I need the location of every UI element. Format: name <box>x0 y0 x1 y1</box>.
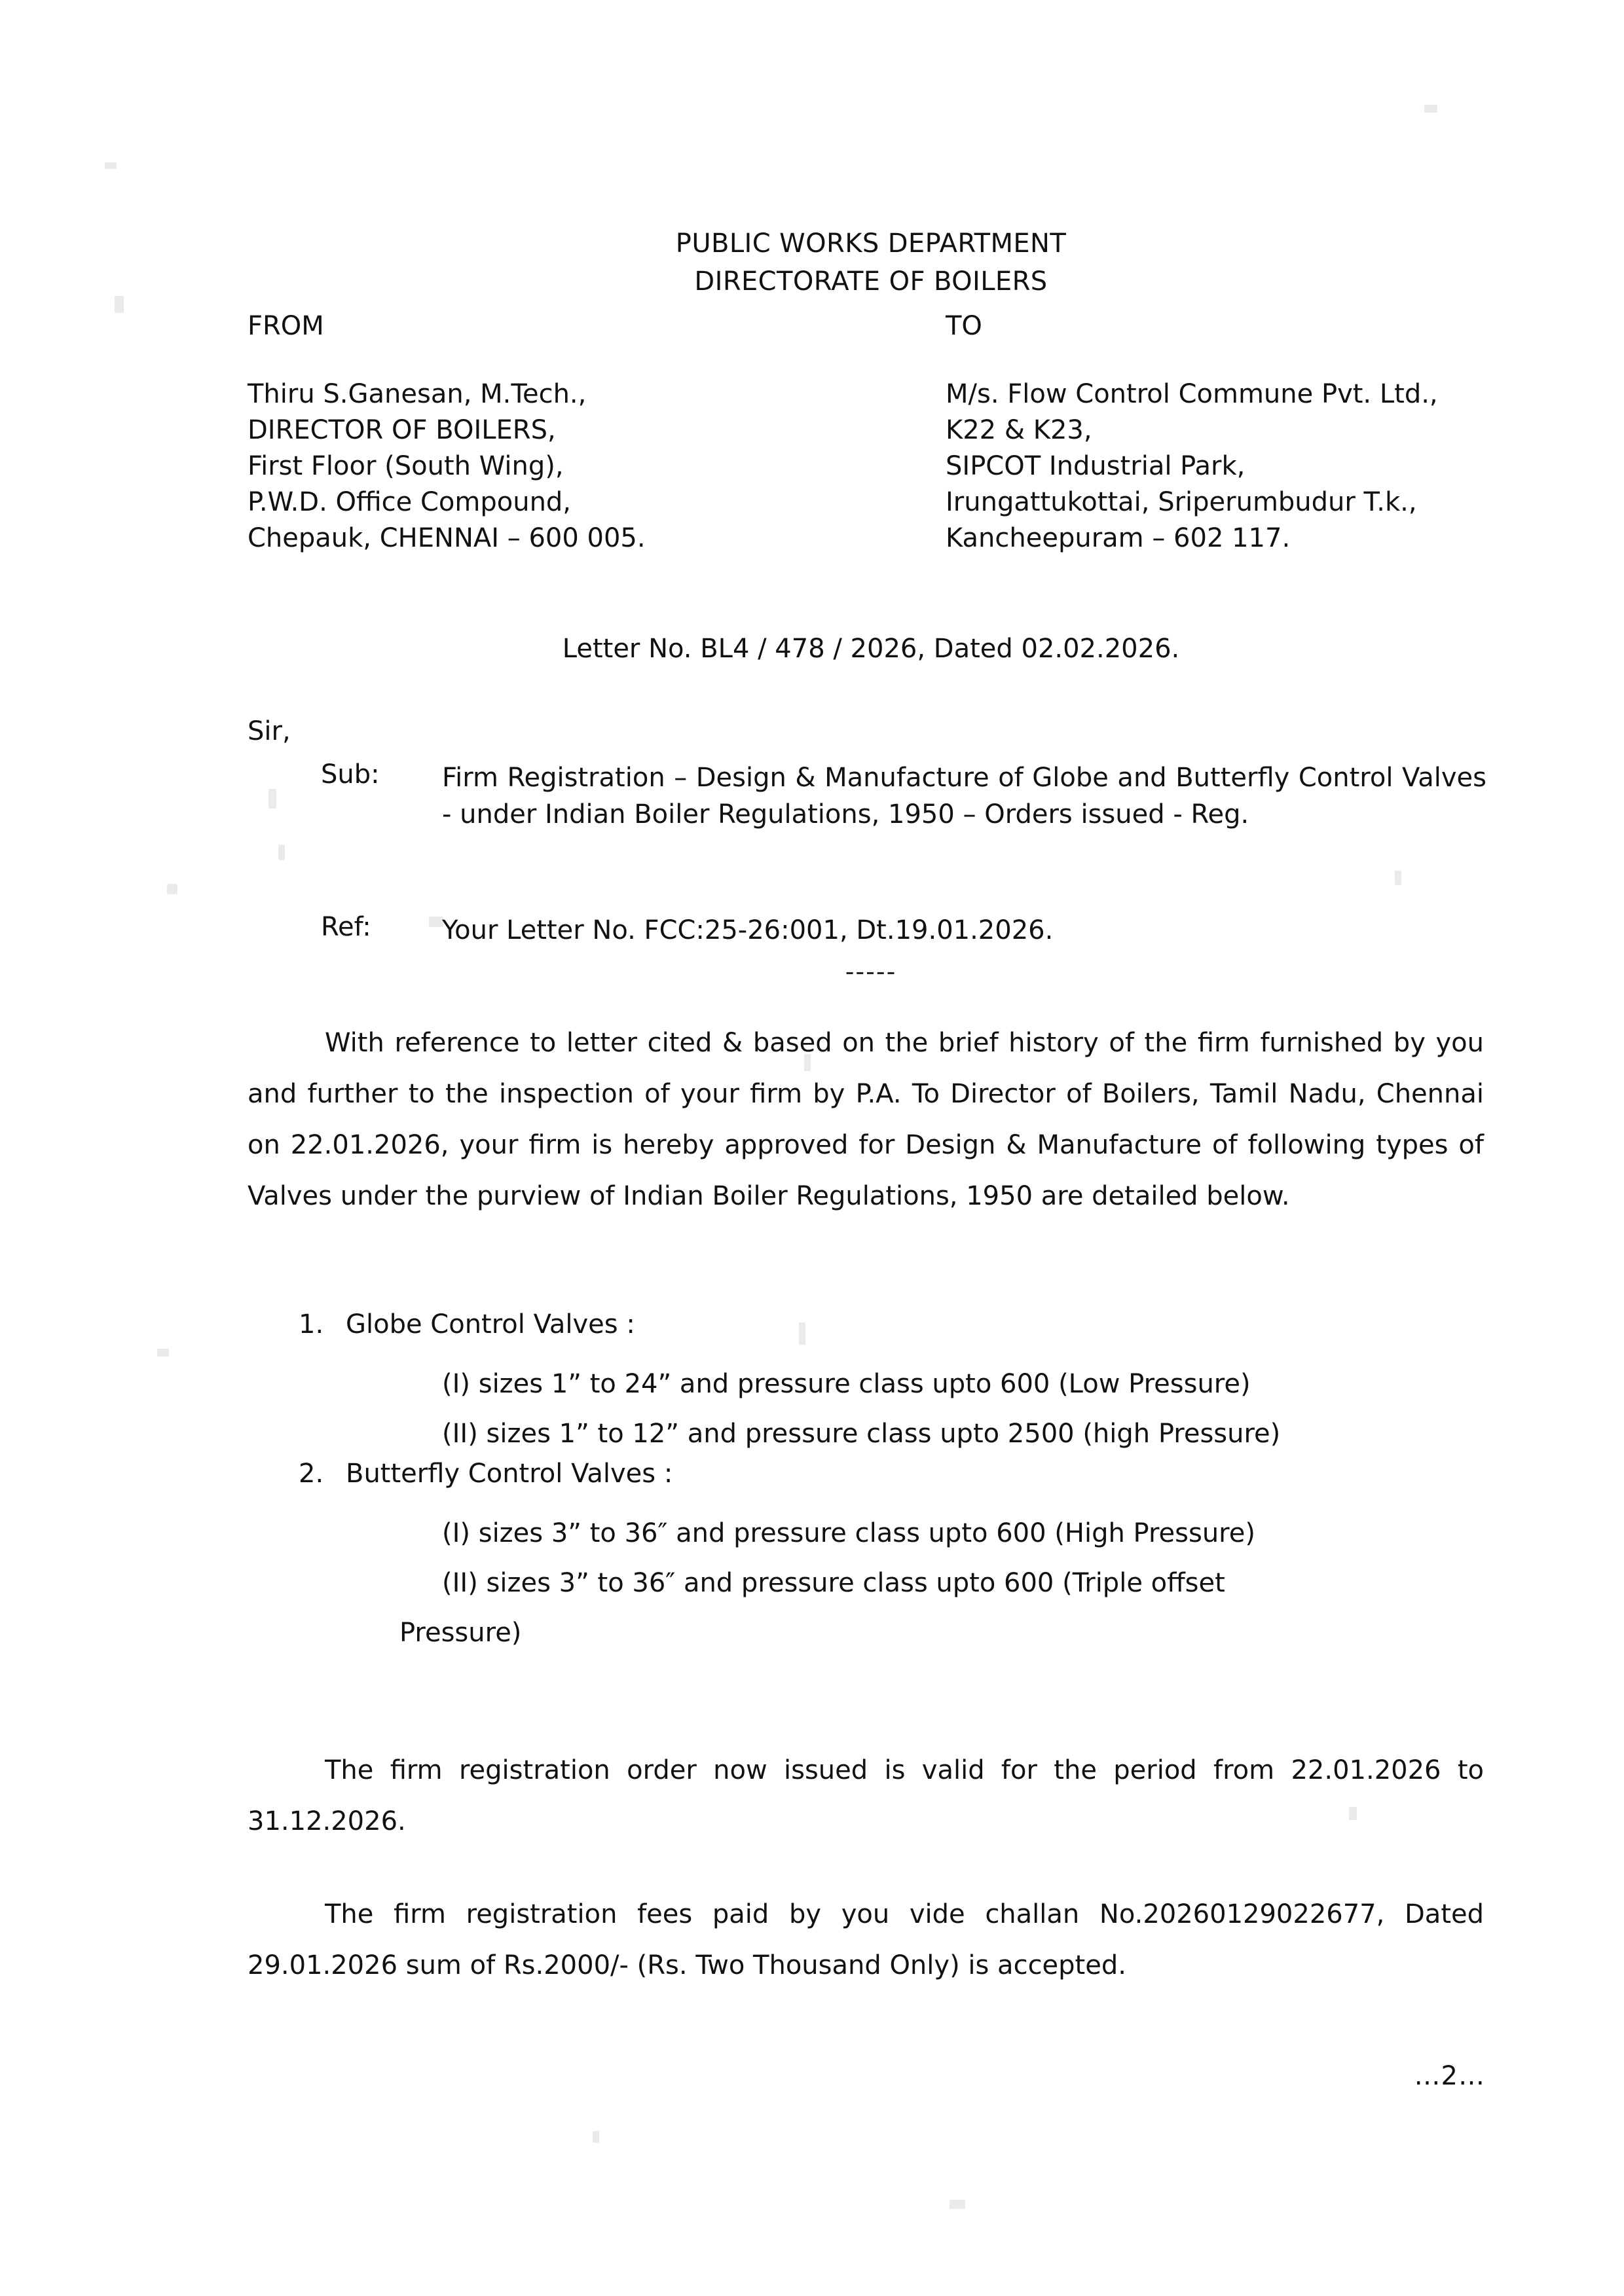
list-item-number: 2. <box>299 1459 324 1489</box>
sender-address-line: Thiru S.Ganesan, M.Tech., <box>248 379 587 409</box>
scan-speck <box>1395 871 1401 885</box>
validity-paragraph-text: The firm registration order now issued is valid for the period from 22.01.2026 to 31.12.2026. <box>248 1755 1484 1836</box>
validity-paragraph <box>248 1745 1484 1847</box>
list-item-number: 1. <box>299 1309 324 1339</box>
list-item-title: Globe Control Valves : <box>346 1309 635 1339</box>
list-item-spec: (II) sizes 3” to 36″ and pressure class upto 600 (Triple offset <box>442 1568 1225 1598</box>
list-item-spec: (I) sizes 3” to 36″ and pressure class upto 600 (High Pressure) <box>442 1518 1255 1548</box>
scan-speck <box>268 789 276 809</box>
section-divider: ----- <box>845 957 897 986</box>
page-continuation-marker: …2… <box>1414 2061 1485 2091</box>
list-item-spec: (II) sizes 1” to 12” and pressure class upto 2500 (high Pressure) <box>442 1419 1281 1449</box>
letterhead-line-1: PUBLIC WORKS DEPARTMENT <box>675 228 1067 259</box>
scan-speck <box>1424 105 1437 113</box>
subject-block <box>321 759 1486 833</box>
sender-address-line: First Floor (South Wing), <box>248 451 564 481</box>
recipient-address-line: M/s. Flow Control Commune Pvt. Ltd., <box>946 379 1438 409</box>
scan-speck <box>593 2131 599 2143</box>
recipient-address-line: Kancheepuram – 602 117. <box>946 523 1291 553</box>
fees-paragraph <box>248 1889 1484 1991</box>
valve-types-list <box>248 1309 1485 1658</box>
subject-text: Firm Registration – Design & Manufacture of Globe and Butterfly Control Valves - under Indian Boiler Regulations, 1950 – Orders issued - Reg. <box>442 763 1486 829</box>
scan-speck <box>167 884 177 894</box>
list-item <box>248 1459 1485 1658</box>
sender-address-line: DIRECTOR OF BOILERS, <box>248 415 556 445</box>
list-item-spec-continuation: Pressure) <box>399 1618 522 1648</box>
letterhead-line-2: DIRECTORATE OF BOILERS <box>694 266 1048 297</box>
recipient-address-line: Irungattukottai, Sriperumbudur T.k., <box>946 487 1417 517</box>
scan-speck <box>950 2200 965 2209</box>
from-to-labels <box>0 311 1624 350</box>
salutation: Sir, <box>248 716 291 746</box>
scan-speck <box>105 162 117 169</box>
list-item-spec: (I) sizes 1” to 24” and pressure class upto 600 (Low Pressure) <box>442 1369 1251 1399</box>
subject-label: Sub: <box>321 759 380 790</box>
reference-block <box>321 912 1486 949</box>
list-item-title: Butterfly Control Valves : <box>346 1459 673 1489</box>
scan-speck <box>278 845 285 860</box>
fees-paragraph-text: The firm registration fees paid by you vide challan No.20260129022677, Dated 29.01.2026 sum of Rs.2000/- (Rs. Two Thousand Only) is accepted. <box>248 1899 1484 1980</box>
from-label: FROM <box>248 311 324 341</box>
list-item <box>248 1309 1485 1459</box>
intro-paragraph <box>248 1017 1484 1222</box>
intro-paragraph-text: With reference to letter cited & based on the brief history of the firm furnished by you and further to the inspection of your firm by P.A. To Director of Boilers, Tamil Nadu, Chennai on 22.01.2026, your firm is hereby approved for Design & Manufacture of following types of Valves under the purview of Indian Boiler Regulations, 1950 are detailed below. <box>248 1028 1484 1211</box>
reference-label: Ref: <box>321 912 371 942</box>
letter-reference-number: Letter No. BL4 / 478 / 2026, Dated 02.02.2026. <box>562 634 1180 664</box>
recipient-address-line: SIPCOT Industrial Park, <box>946 451 1246 481</box>
recipient-address <box>946 376 1438 556</box>
sender-address-line: Chepauk, CHENNAI – 600 005. <box>248 523 646 553</box>
sender-address-line: P.W.D. Office Compound, <box>248 487 572 517</box>
to-label: TO <box>946 311 982 341</box>
reference-text: Your Letter No. FCC:25-26:001, Dt.19.01.2026. <box>442 915 1054 945</box>
scan-speck <box>157 1349 169 1357</box>
letterhead <box>249 225 1493 301</box>
sender-address <box>248 376 646 556</box>
recipient-address-line: K22 & K23, <box>946 415 1092 445</box>
